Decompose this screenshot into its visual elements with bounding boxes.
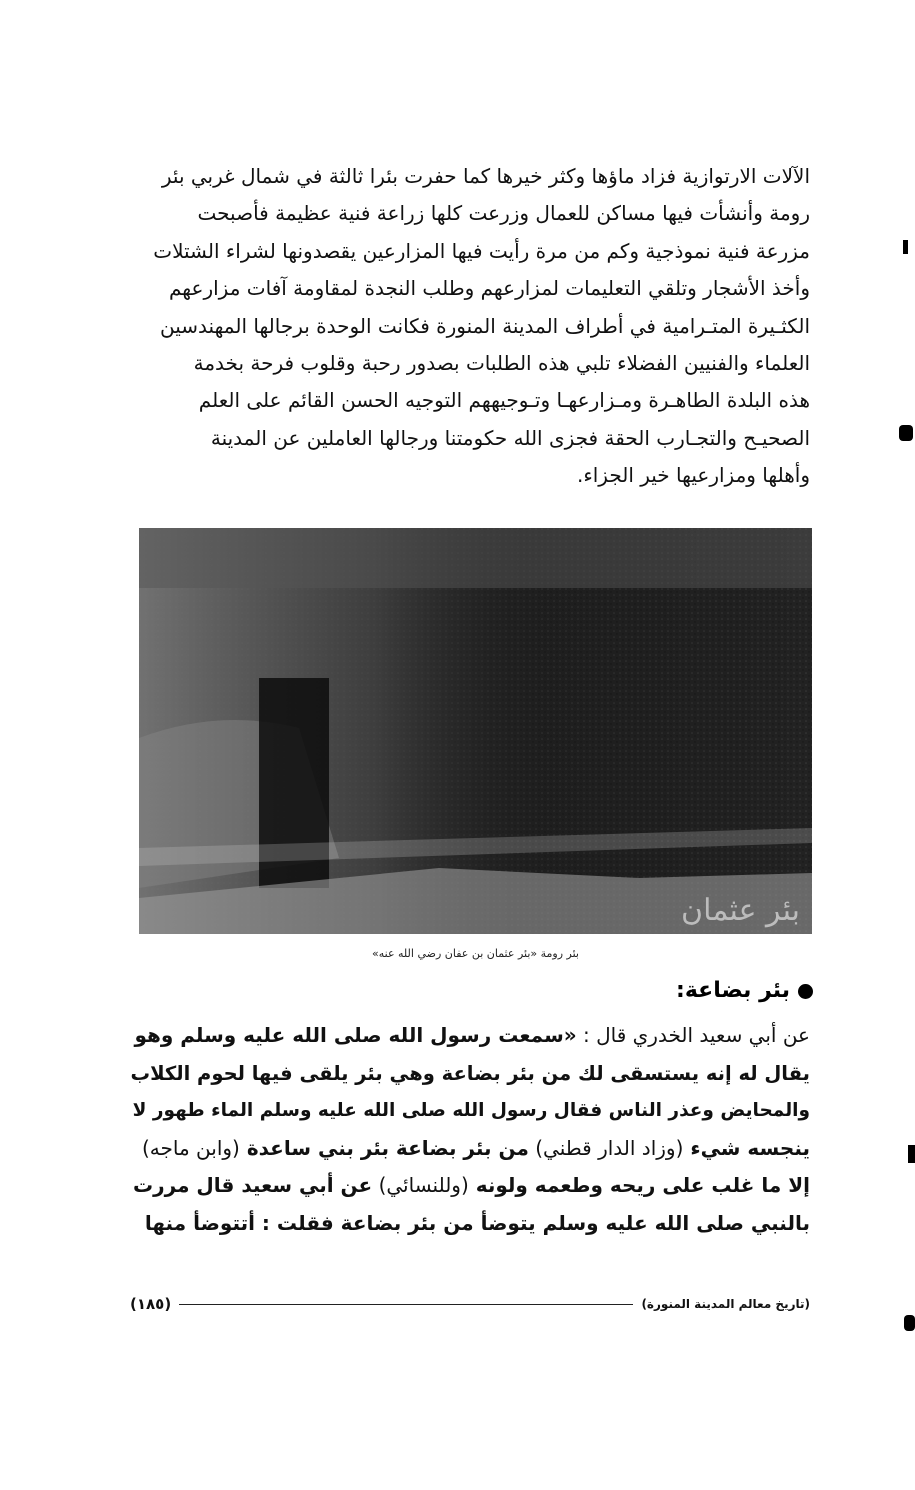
section-heading-text: بئر بضاعة: [676, 978, 790, 1003]
paragraph-line: الكثـيرة المتـرامية في أطراف المدينة المنورة فكانت الوحدة برجالها المهندسين [160, 313, 810, 338]
footer-rule [179, 1304, 633, 1305]
scan-edge-mark [903, 240, 908, 254]
historic-photo-image [139, 528, 812, 934]
scan-edge-mark [904, 1315, 915, 1331]
hadith-line: بالنبي صلى الله عليه وسلم يتوضأ من بئر بضاعة فقلت : أتتوضأ منها [144, 1210, 810, 1235]
paragraph-line: هذه البلدة الطاهـرة ومـزارعهـا وتـوجيههم التوجيه الحسن القائم على العلم [198, 388, 810, 413]
hadith-text: إلا ما غلب على ريحه وطعمه ولونه [468, 1173, 810, 1198]
paragraph-line: وأخذ الأشجار وتلقي التعليمات لمزارعهم وطلب النجدة لمقاومة آفات مزارعهم [169, 276, 810, 301]
paragraph-line: العلماء والفنيين الفضلاء تلبي هذه الطلبات بصدور رحبة وقلوب فرحة بخدمة [193, 351, 810, 376]
paragraph-farm-description [130, 158, 810, 495]
paragraph-line: مزرعة فنية نموذجية وكم من مرة رأيت فيها المزارعين يقصدونها لشراء الشتلات [153, 238, 810, 263]
source-reference: (وزاد الدار قطني) [528, 1135, 684, 1160]
source-reference: (وابن ماجه) [141, 1135, 240, 1160]
paragraph-line: رومة وأنشأت فيها مساكن للعمال وزرعت كلها زراعة فنية عظيمة فأصبحت [197, 201, 810, 226]
footer-book-title: (تاريخ معالم المدينة المنورة) [641, 1297, 810, 1311]
hadith-text: عن أبي سعيد قال مررت [133, 1173, 373, 1198]
section-heading [676, 978, 813, 1003]
hadith-line: والمحايض وعذر الناس فقال رسول الله صلى الله عليه وسلم الماء طهور لا [132, 1100, 810, 1122]
paragraph-line: الصحيـح والتجـارب الحقة فجزى الله حكومتنا ورجالها العاملين عن المدينة [210, 425, 810, 450]
paragraph-line: وأهلها ومزارعيها خير الجزاء. [576, 463, 810, 488]
scan-edge-mark [899, 425, 913, 441]
page-footer [130, 1293, 810, 1315]
scan-edge-mark [908, 1145, 915, 1163]
hadith-line [130, 1167, 810, 1205]
page-number: (١٨٥) [130, 1295, 172, 1313]
paragraph-hadith [130, 1017, 810, 1243]
hadith-text: من بئر بضاعة بئر بني ساعدة [239, 1135, 529, 1160]
hadith-line [130, 1130, 810, 1168]
photo-bir-ruma [139, 528, 812, 934]
photo-inscription: بئر عثمان [681, 893, 800, 928]
hadith-text: ينجسه شيء [683, 1135, 810, 1160]
hadith-narrator: عن أبي سعيد الخدري قال : [576, 1023, 810, 1047]
hadith-line: يقال له إنه يستسقى لك من بئر بضاعة وهي بئر يلقى فيها لحوم الكلاب [130, 1061, 810, 1085]
hadith-line [130, 1017, 810, 1055]
photo-caption: بئر رومة «بئر عثمان بن عفان رضي الله عنه» [372, 947, 579, 960]
hadith-quote-start: «سمعت رسول الله صلى الله عليه وسلم وهو [134, 1023, 577, 1047]
bullet-icon [798, 984, 813, 999]
paragraph-line: الآلات الارتوازية فزاد ماؤها وكثر خيرها كما حفرت بئرا ثالثة في شمال غربي بئر [161, 164, 810, 188]
source-reference: (وللنسائي) [372, 1173, 469, 1198]
